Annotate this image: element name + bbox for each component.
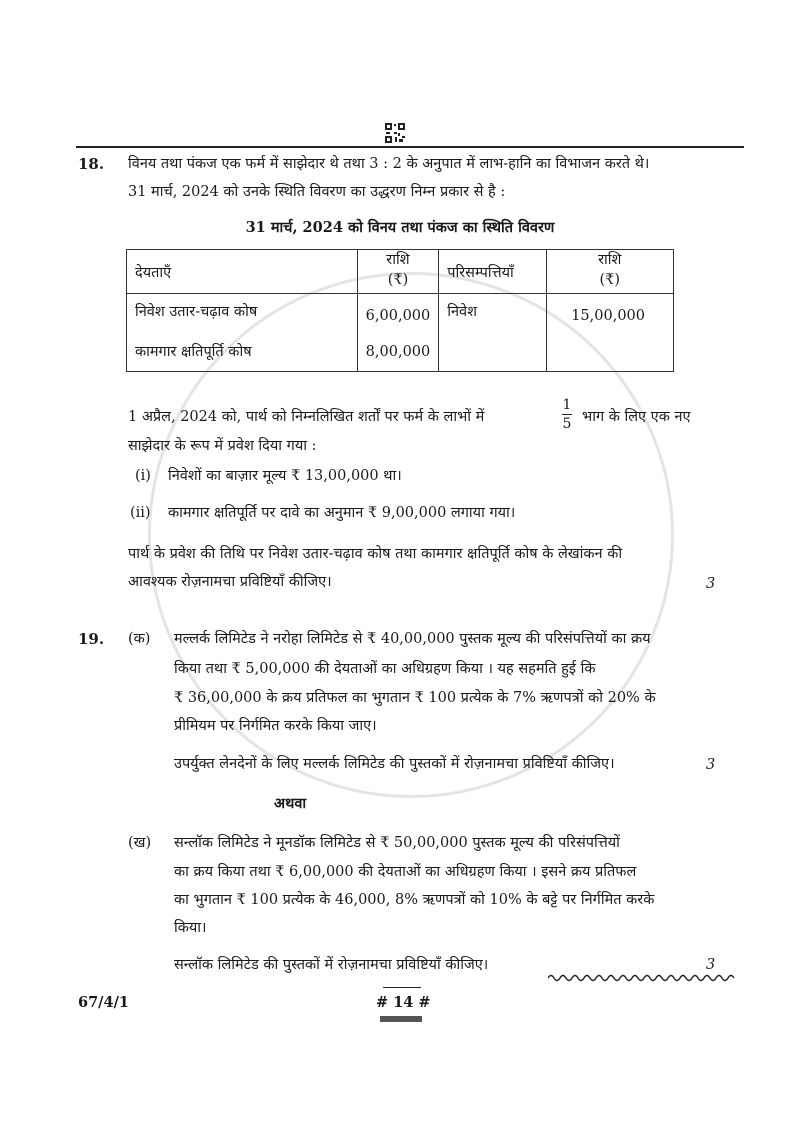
header-amount-1	[357, 250, 439, 294]
q18-item1-label: (i)	[135, 468, 151, 484]
q18-line1: विनय तथा पंकज एक फर्म में साझेदार थे तथा 3 : 2 के अनुपात में लाभ-हानि का विभाजन करते थे।	[128, 156, 650, 172]
q18-para1-b: भाग के लिए एक नए	[582, 409, 691, 425]
q19-a-line4: प्रीमियम पर निर्गमित करके किया जाए।	[174, 718, 377, 734]
q18-para2-a: पार्थ के प्रवेश की तिथि पर निवेश उतार-चढ़ाव कोष तथा कामगार क्षतिपूर्ति कोष के लेखांकन की	[128, 546, 623, 562]
wavy-end-line	[548, 971, 738, 985]
q18-item1: निवेशों का बाज़ार मूल्य ₹ 13,00,000 था।	[168, 468, 402, 484]
q19-b-line5: सन्लॉक लिमिटेड की पुस्तकों में रोज़नामचा प्रविष्टियाँ कीजिए।	[174, 957, 489, 973]
asset-cell: निवेश	[439, 294, 546, 372]
page-number-bar	[380, 1016, 422, 1022]
q19-b-line1: सन्लॉक लिमिटेड ने मूनडॉक लिमिटेड से ₹ 50,00,000 पुस्तक मूल्य की परिसंपत्तियों	[174, 835, 620, 851]
q19-a-line1: मल्लर्क लिमिटेड ने नरोहा लिमिटेड से ₹ 40,00,000 पुस्तक मूल्य की परिसंपत्तियों का क्रय	[174, 631, 651, 647]
q18-marks: 3	[706, 576, 716, 592]
q19-a-label: (क)	[128, 631, 151, 647]
liability-investment-fluctuation: निवेश उतार-चढ़ाव कोष	[135, 304, 258, 320]
header-amount-2-label: राशि	[598, 252, 622, 268]
balance-sheet-table	[126, 249, 674, 372]
q19-a-line2: किया तथा ₹ 5,00,000 की देयताओं का अधिग्रहण किया । यह सहमति हुई कि	[174, 661, 596, 677]
paper-code: 67/4/1	[78, 994, 129, 1011]
q18-para1-c: साझेदार के रूप में प्रवेश दिया गया :	[128, 438, 317, 454]
q19-number: 19.	[78, 630, 105, 648]
fraction-one-fifth	[560, 397, 574, 432]
q19-b-line3: का भुगतान ₹ 100 प्रत्येक के 46,000, 8% ऋणपत्रों को 10% के बट्टे पर निर्गमित करके	[174, 892, 655, 908]
qr-code-icon	[384, 122, 406, 144]
q18-line2: 31 मार्च, 2024 को उनके स्थिति विवरण का उद्धरण निम्न प्रकार से है :	[128, 184, 506, 200]
q18-item2: कामगार क्षतिपूर्ति पर दावे का अनुमान ₹ 9,00,000 लगाया गया।	[168, 505, 516, 521]
balance-sheet-title: 31 मार्च, 2024 को विनय तथा पंकज का स्थिति विवरण	[245, 219, 555, 236]
header-amount-2-unit: (₹)	[599, 272, 621, 288]
asset-amount-cell: 15,00,000	[546, 294, 674, 372]
q19-b-line2: का क्रय किया तथा ₹ 6,00,000 की देयताओं का अधिग्रहण किया । इसने क्रय प्रतिफल	[174, 864, 637, 880]
or-separator: अथवा	[274, 795, 307, 812]
q18-number: 18.	[78, 155, 105, 173]
q18-para1-a: 1 अप्रैल, 2024 को, पार्थ को निम्नलिखित शर्तों पर फर्म के लाभों में	[128, 409, 485, 425]
header-amount-1-unit: (₹)	[387, 272, 409, 288]
q19-a-line3: ₹ 36,00,000 के क्रय प्रतिफल का भुगतान ₹ 100 प्रत्येक के 7% ऋणपत्रों को 20% के	[174, 690, 656, 706]
header-assets: परिसम्पत्तियाँ	[439, 250, 546, 294]
page-number-overline	[383, 987, 421, 988]
liability-workmen-compensation: कामगार क्षतिपूर्ति कोष	[135, 344, 252, 360]
liabilities-cell	[127, 294, 358, 372]
q19-a-line5: उपर्युक्त लेनदेनों के लिए मल्लर्क लिमिटेड की पुस्तकों में रोज़नामचा प्रविष्टियाँ कीजिए।	[174, 756, 615, 772]
liability-amount-1: 6,00,000	[365, 308, 431, 324]
header-amount-2	[546, 250, 674, 294]
q18-item2-label: (ii)	[130, 505, 151, 521]
q19-a-marks: 3	[706, 757, 716, 773]
q19-b-marks: 3	[706, 957, 716, 973]
q19-b-line4: किया।	[174, 920, 207, 936]
page-number: # 14 #	[376, 994, 431, 1011]
q19-b-label: (ख)	[128, 835, 152, 851]
header-amount-1-label: राशि	[386, 252, 410, 268]
fraction-numerator: 1	[562, 397, 572, 413]
header-liabilities: देयताएँ	[127, 250, 358, 294]
liability-amount-2: 8,00,000	[365, 344, 431, 360]
liability-amounts-cell	[357, 294, 439, 372]
fraction-denominator: 5	[562, 416, 572, 432]
table-row	[127, 294, 674, 372]
header-rule	[76, 146, 744, 148]
q18-para2-b: आवश्यक रोज़नामचा प्रविष्टियाँ कीजिए।	[128, 574, 332, 590]
table-header-row	[127, 250, 674, 294]
